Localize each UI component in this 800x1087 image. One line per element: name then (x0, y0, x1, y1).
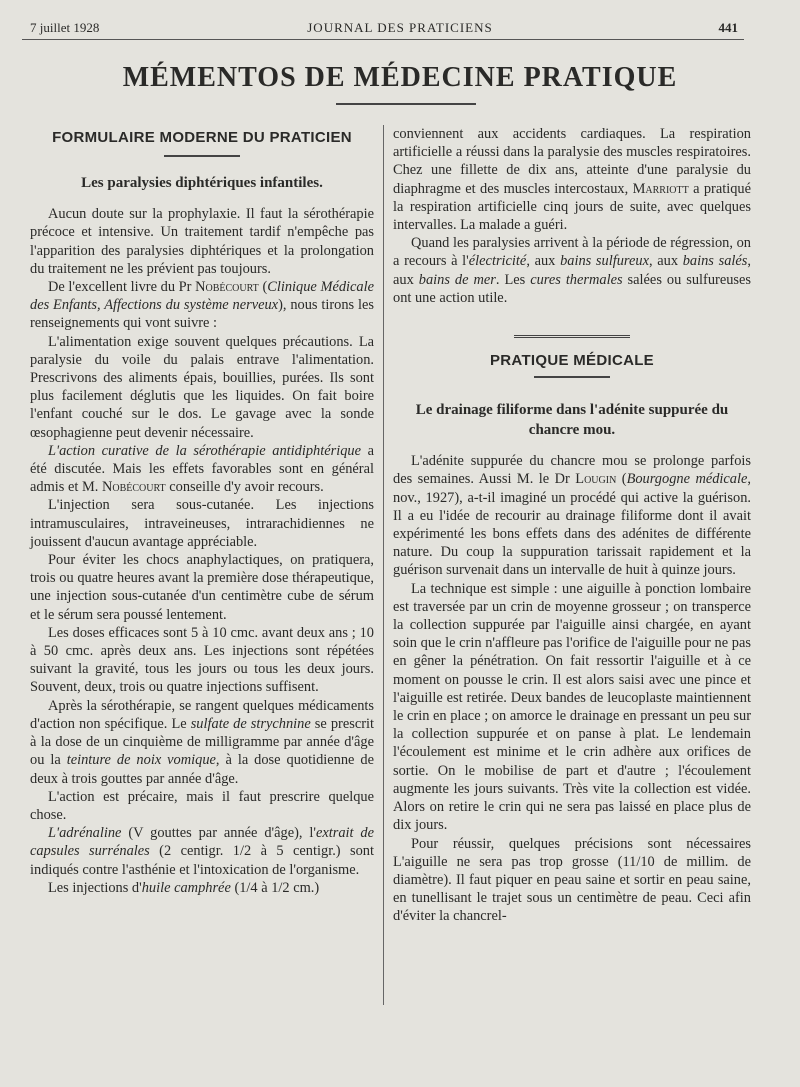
author-name: Nobécourt (195, 279, 259, 296)
paragraph: L'action est précaire, mais il faut prescrire quelque chose. (30, 788, 374, 823)
book-title: Clinique Médicale des Enfants, Affections du système nerveux (30, 279, 375, 314)
section-divider (514, 335, 630, 338)
paragraph: L'injection sera sous-cutanée. Les injections intramusculaires, intraveineuses, intrarachidiennes ne jouissent d'aucun avantage appréciable. (30, 497, 374, 550)
column-separator (383, 125, 384, 1005)
issue-date: 7 juillet 1928 (30, 20, 100, 35)
paragraph: L'alimentation exige souvent quelques précautions. La paralysie du voile du palais entrave l'alimentation. Prescrivons des aliments épais, bouillies, purées. Ils sont plus facilement déglutis que les liquides. On fait boire l'enfant couché sur le dos. Le gavage avec la sonde œsophagienne peut devenir nécessaire. (30, 333, 374, 441)
paragraph: conviennent aux accidents cardiaques. La respiration artificielle a réussi dans la paralysie des muscles respiratoires. Chez une fillette de dix ans, atteinte d'une paralysie du diaphragme et des muscles intercostaux, Marriott a pratiqué la respiration artificielle cinq jours de suite, avec quelques intervalles. La malade a guéri. (393, 126, 751, 234)
section-rule (534, 376, 610, 378)
article-subtitle-drainage: Le drainage filiforme dans l'adénite suppurée du chancre mou. (415, 402, 729, 439)
author-name: Nobécourt (101, 479, 166, 496)
paragraph: L'adénite suppurée du chancre mou se prolonge parfois des semaines. Aussi M. le Dr Lougin (Bourgogne médicale, nov., 1927), a-t-il imaginé un procédé qui active la guérison. Il a eu l'idée de recourir au drainage filiforme dont il avait expérimenté les bons effets dans des adénites de différente nature. Du coup la suppuration tarissait rapidement et la guérison survenait dans un intervalle de huit à quinze jours. (393, 453, 751, 579)
paragraph: Aucun doute sur la prophylaxie. Il faut la sérothérapie précoce et intensive. Un traitement tardif n'empêche pas l'apparition des paralysies diphtériques et la prolongation du traitement ne les prévient pas toujours. (30, 206, 374, 277)
paragraph: La technique est simple : une aiguille à ponction lombaire est traversée par un crin de moyenne grosseur ; on transperce la collection suppurée par l'aiguille ainsi chargée, en ayant soin que le crin n'affleure pas l'orifice de l'aiguille pour ne pas en gêner la pénétration. On fait ressortir l'aiguille et à ce moment on pousse le crin. Il est alors saisi avec une pince et l'aiguille est retirée. Deux bandes de leucoplaste maintiennent le crin en place ; on amorce le drainage en pressant un peu sur la collection suppurée et on panse à plat. Le lendemain l'écoulement est minime et le crin adhère aux orifices de sortie. On le mobilise de part et d'autre ; l'écoulement augmente les jours suivants. Très vite la collection est vidée. Alors on retire le crin qui ne sera pas laissé en place plus de dix jours. (393, 580, 751, 834)
header-rule (22, 39, 744, 40)
paragraph: L'action curative de la sérothérapie antidiphtérique a été discutée. Mais les effets favorables sont en général admis et M. Nobécourt conseille d'y avoir recours. (30, 442, 374, 496)
right-column (393, 125, 751, 926)
paragraph: Après la sérothérapie, se rangent quelques médicaments d'action non spécifique. Le sulfate de strychnine se prescrit à la dose de un cinquième de milligramme par année d'âge ou la teinture de noix vomique, à la dose quotidienne de deux à trois gouttes par année d'âge. (30, 697, 374, 787)
left-column (30, 125, 374, 897)
paragraph: De l'excellent livre du Pr Nobécourt (Clinique Médicale des Enfants, Affections du système nerveux), nous tirons les renseignements qui vont suivre : (30, 279, 375, 332)
article-subtitle-paralysies: Les paralysies diphtériques infantiles. (81, 175, 323, 192)
section-title-pratique: PRATIQUE MÉDICALE (490, 352, 654, 370)
paragraph: Pour réussir, quelques précisions sont nécessaires L'aiguille ne sera pas trop grosse (11/10 de millim. de diamètre). Il faut piquer en peau saine et sortir en peau saine, en tunellisant le trajet sous un centimètre de peau. Ceci afin d'éviter la chancrel- (393, 835, 751, 925)
paragraph: L'adrénaline (V gouttes par année d'âge), l'extrait de capsules surrénales (2 centigr. 1/2 à 5 centigr.) sont indiqués contre l'asthénie et l'intoxication de l'organisme. (30, 825, 374, 878)
paragraph: Pour éviter les chocs anaphylactiques, on pratiquera, trois ou quatre heures avant la première dose thérapeutique, une injection sous-cutanée d'un centimètre cube de sérum et le sérum sera poussé lentement. (30, 552, 374, 623)
page-title: MÉMENTOS DE MÉDECINE PRATIQUE (122, 62, 678, 93)
page-number: 441 (718, 20, 738, 35)
author-name: Lougin (575, 471, 617, 488)
paragraph: Les doses efficaces sont 5 à 10 cmc. avant deux ans ; 10 à 50 cmc. après deux ans. Les injections sont répétées suivant la gravité, tous les jours ou tous les deux jours. Souvent, deux, trois ou quatre injections suffisent. (30, 624, 374, 696)
section-title-formulaire: FORMULAIRE MODERNE DU PRATICIEN (52, 129, 352, 146)
title-rule (336, 103, 476, 105)
section-rule (164, 155, 240, 157)
paragraph: Quand les paralysies arrivent à la période de régression, on a recours à l'électricité, aux bains sulfureux, aux bains salés, aux bains de mer. Les cures thermales salées ou sulfureuses ont une action utile. (393, 235, 751, 306)
author-name: Marriott (632, 180, 689, 197)
journal-name: JOURNAL DES PRATICIENS (307, 20, 493, 35)
paragraph: Les injections d'huile camphrée (1/4 à 1/2 cm.) (48, 879, 320, 896)
